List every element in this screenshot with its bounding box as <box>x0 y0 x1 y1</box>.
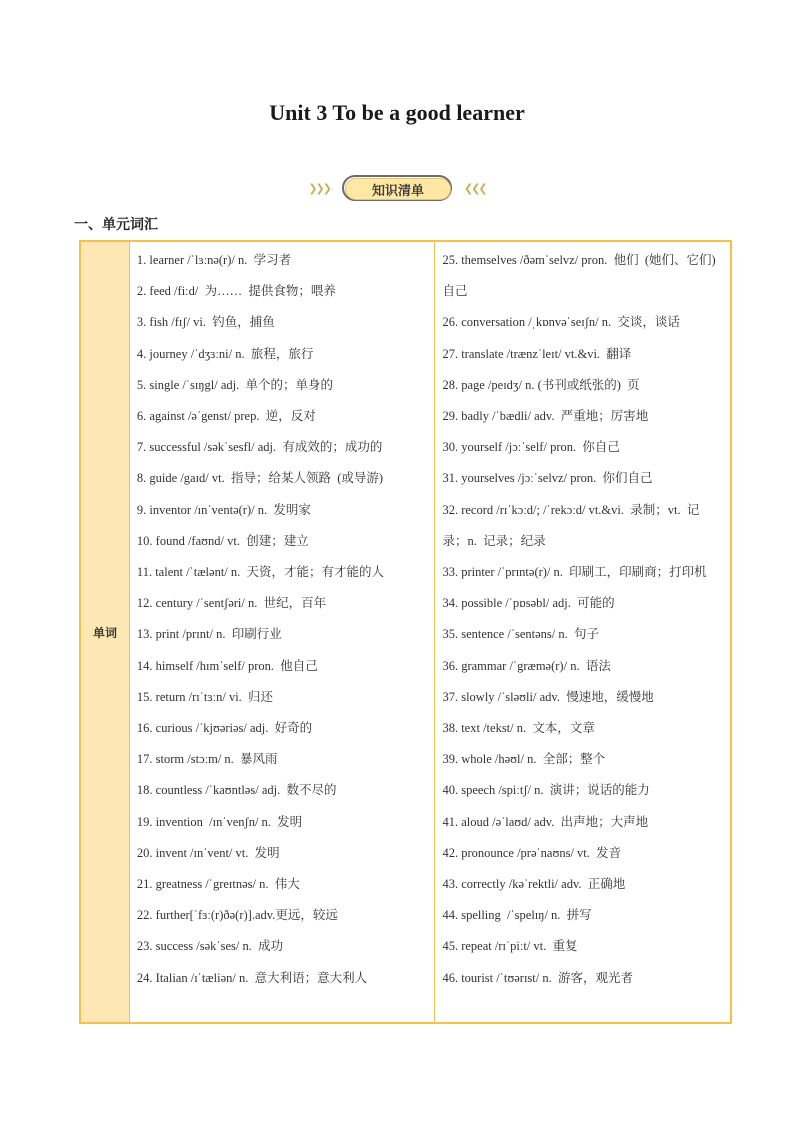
word-entry: 43. correctly /kəˈrektli/ adv. 正确地 <box>442 877 626 892</box>
word-entry: 44. spelling /ˈspelɪŋ/ n. 拼写 <box>442 908 592 923</box>
word-entry: 21. greatness /ˈgreɪtnəs/ n. 伟大 <box>136 877 300 892</box>
word-entry: 12. century /ˈsentʃəri/ n. 世纪，百年 <box>136 596 327 611</box>
word-entry: 11. talent /ˈtælənt/ n. 天资，才能；有才能的人 <box>136 565 385 580</box>
word-entry: 27. translate /trænzˈleɪt/ vt.&vi. 翻译 <box>442 346 632 361</box>
page-title: Unit 3 To be a good learner <box>269 100 525 125</box>
word-entry: 39. whole /həʊl/ n. 全部；整个 <box>442 752 606 767</box>
word-entry: 33. printer /ˈprɪntə(r)/ n. 印刷工，印刷商；打印机 <box>442 565 707 580</box>
vocabulary-table <box>79 240 732 1024</box>
word-entry: 26. conversation /ˌkɒnvəˈseɪʃn/ n. 交谈，谈话 <box>442 315 680 330</box>
word-entry: 22. further[ˈfɜː(r)ðə(r)].adv.更远，较远 <box>136 908 338 923</box>
word-list-right <box>435 242 730 1022</box>
word-entry: 42. pronounce /prəˈnaʊns/ vt. 发音 <box>442 845 622 860</box>
word-entry: 24. Italian /ɪˈtæliən/ n. 意大利语；意大利人 <box>136 970 368 985</box>
banner-label: 知识清单 <box>345 178 451 200</box>
word-entry: 37. slowly /ˈsləʊli/ adv. 慢速地，缓慢地 <box>442 689 654 704</box>
word-entry: 28. page /peɪdʒ/ n. (书刊或纸张的) 页 <box>442 377 640 392</box>
word-entry: 19. invention /ɪnˈvenʃn/ n. 发明 <box>136 814 303 829</box>
word-entry: 36. grammar /ˈgræmə(r)/ n. 语法 <box>442 658 611 673</box>
word-entry: 38. text /tekst/ n. 文本，文章 <box>442 721 595 736</box>
word-entry: 2. feed /fiːd/ 为…… 提供食物；喂养 <box>136 284 336 299</box>
word-entry: 23. success /səkˈses/ n. 成功 <box>136 939 284 954</box>
word-entry: 9. inventor /ɪnˈventə(r)/ n. 发明家 <box>136 502 311 517</box>
word-entry: 30. yourself /jɔːˈself/ pron. 你自己 <box>442 440 620 455</box>
chevrons-right-icon: ❯❯❯ <box>308 181 330 195</box>
word-entry: 16. curious /ˈkjʊəriəs/ adj. 好奇的 <box>136 721 313 736</box>
section-heading: 一、单元词汇 <box>74 217 158 233</box>
table-label-cell <box>81 242 130 1022</box>
word-entry: 3. fish /fɪʃ/ vi. 钓鱼，捕鱼 <box>136 315 275 330</box>
word-entry: 29. badly /ˈbædli/ adv. 严重地；厉害地 <box>442 409 649 424</box>
table-label: 单词 <box>92 625 117 640</box>
word-entry: 18. countless /ˈkaʊntləs/ adj. 数不尽的 <box>136 783 337 798</box>
word-entry: 41. aloud /əˈlaʊd/ adv. 出声地；大声地 <box>442 814 649 829</box>
word-entry: 6. against /əˈgenst/ prep. 逆，反对 <box>136 409 316 424</box>
word-entry: 10. found /faʊnd/ vt. 创建；建立 <box>136 533 309 548</box>
word-list-left <box>130 242 436 1022</box>
word-entry: 15. return /rɪˈtɜːn/ vi. 归还 <box>136 689 274 704</box>
word-entry: 31. yourselves /jɔːˈselvz/ pron. 你们自己 <box>442 471 653 486</box>
word-entry: 35. sentence /ˈsentəns/ n. 句子 <box>442 627 600 642</box>
word-entry: 4. journey /ˈdʒɜːni/ n. 旅程，旅行 <box>136 346 314 361</box>
word-entry: 1. learner /ˈlɜːnə(r)/ n. 学习者 <box>136 253 292 267</box>
word-entry: 7. successful /səkˈsesfl/ adj. 有成效的；成功的 <box>136 440 383 455</box>
banner-pill <box>342 175 452 201</box>
word-entry: 25. themselves /ðəmˈselvz/ pron. 他们 (她们、它们) 自己 <box>442 253 722 299</box>
word-entry: 8. guide /gaɪd/ vt. 指导；给某人领路 (或导游) <box>136 471 384 486</box>
chevrons-left-icon: ❮❮❮ <box>464 181 486 195</box>
word-entry: 45. repeat /rɪˈpiːt/ vt. 重复 <box>442 939 578 954</box>
word-entry: 14. himself /hɪmˈself/ pron. 他自己 <box>136 658 318 673</box>
word-entry: 32. record /rɪˈkɔːd/; /ˈrekɔːd/ vt.&vi. 录制；vt. 记录；n. 记录；纪录 <box>442 502 700 548</box>
word-entry: 20. invent /ɪnˈvent/ vt. 发明 <box>136 845 280 860</box>
word-entry: 13. print /prɪnt/ n. 印刷行业 <box>136 627 282 642</box>
word-entry: 5. single /ˈsɪŋgl/ adj. 单个的；单身的 <box>136 377 334 392</box>
word-entry: 34. possible /ˈpɒsəbl/ adj. 可能的 <box>442 596 615 611</box>
word-entry: 46. tourist /ˈtʊərɪst/ n. 游客，观光者 <box>442 970 633 985</box>
word-entry: 17. storm /stɔːm/ n. 暴风雨 <box>136 752 278 767</box>
word-entry: 40. speech /spiːtʃ/ n. 演讲；说话的能力 <box>442 783 650 798</box>
section-banner <box>0 172 794 204</box>
